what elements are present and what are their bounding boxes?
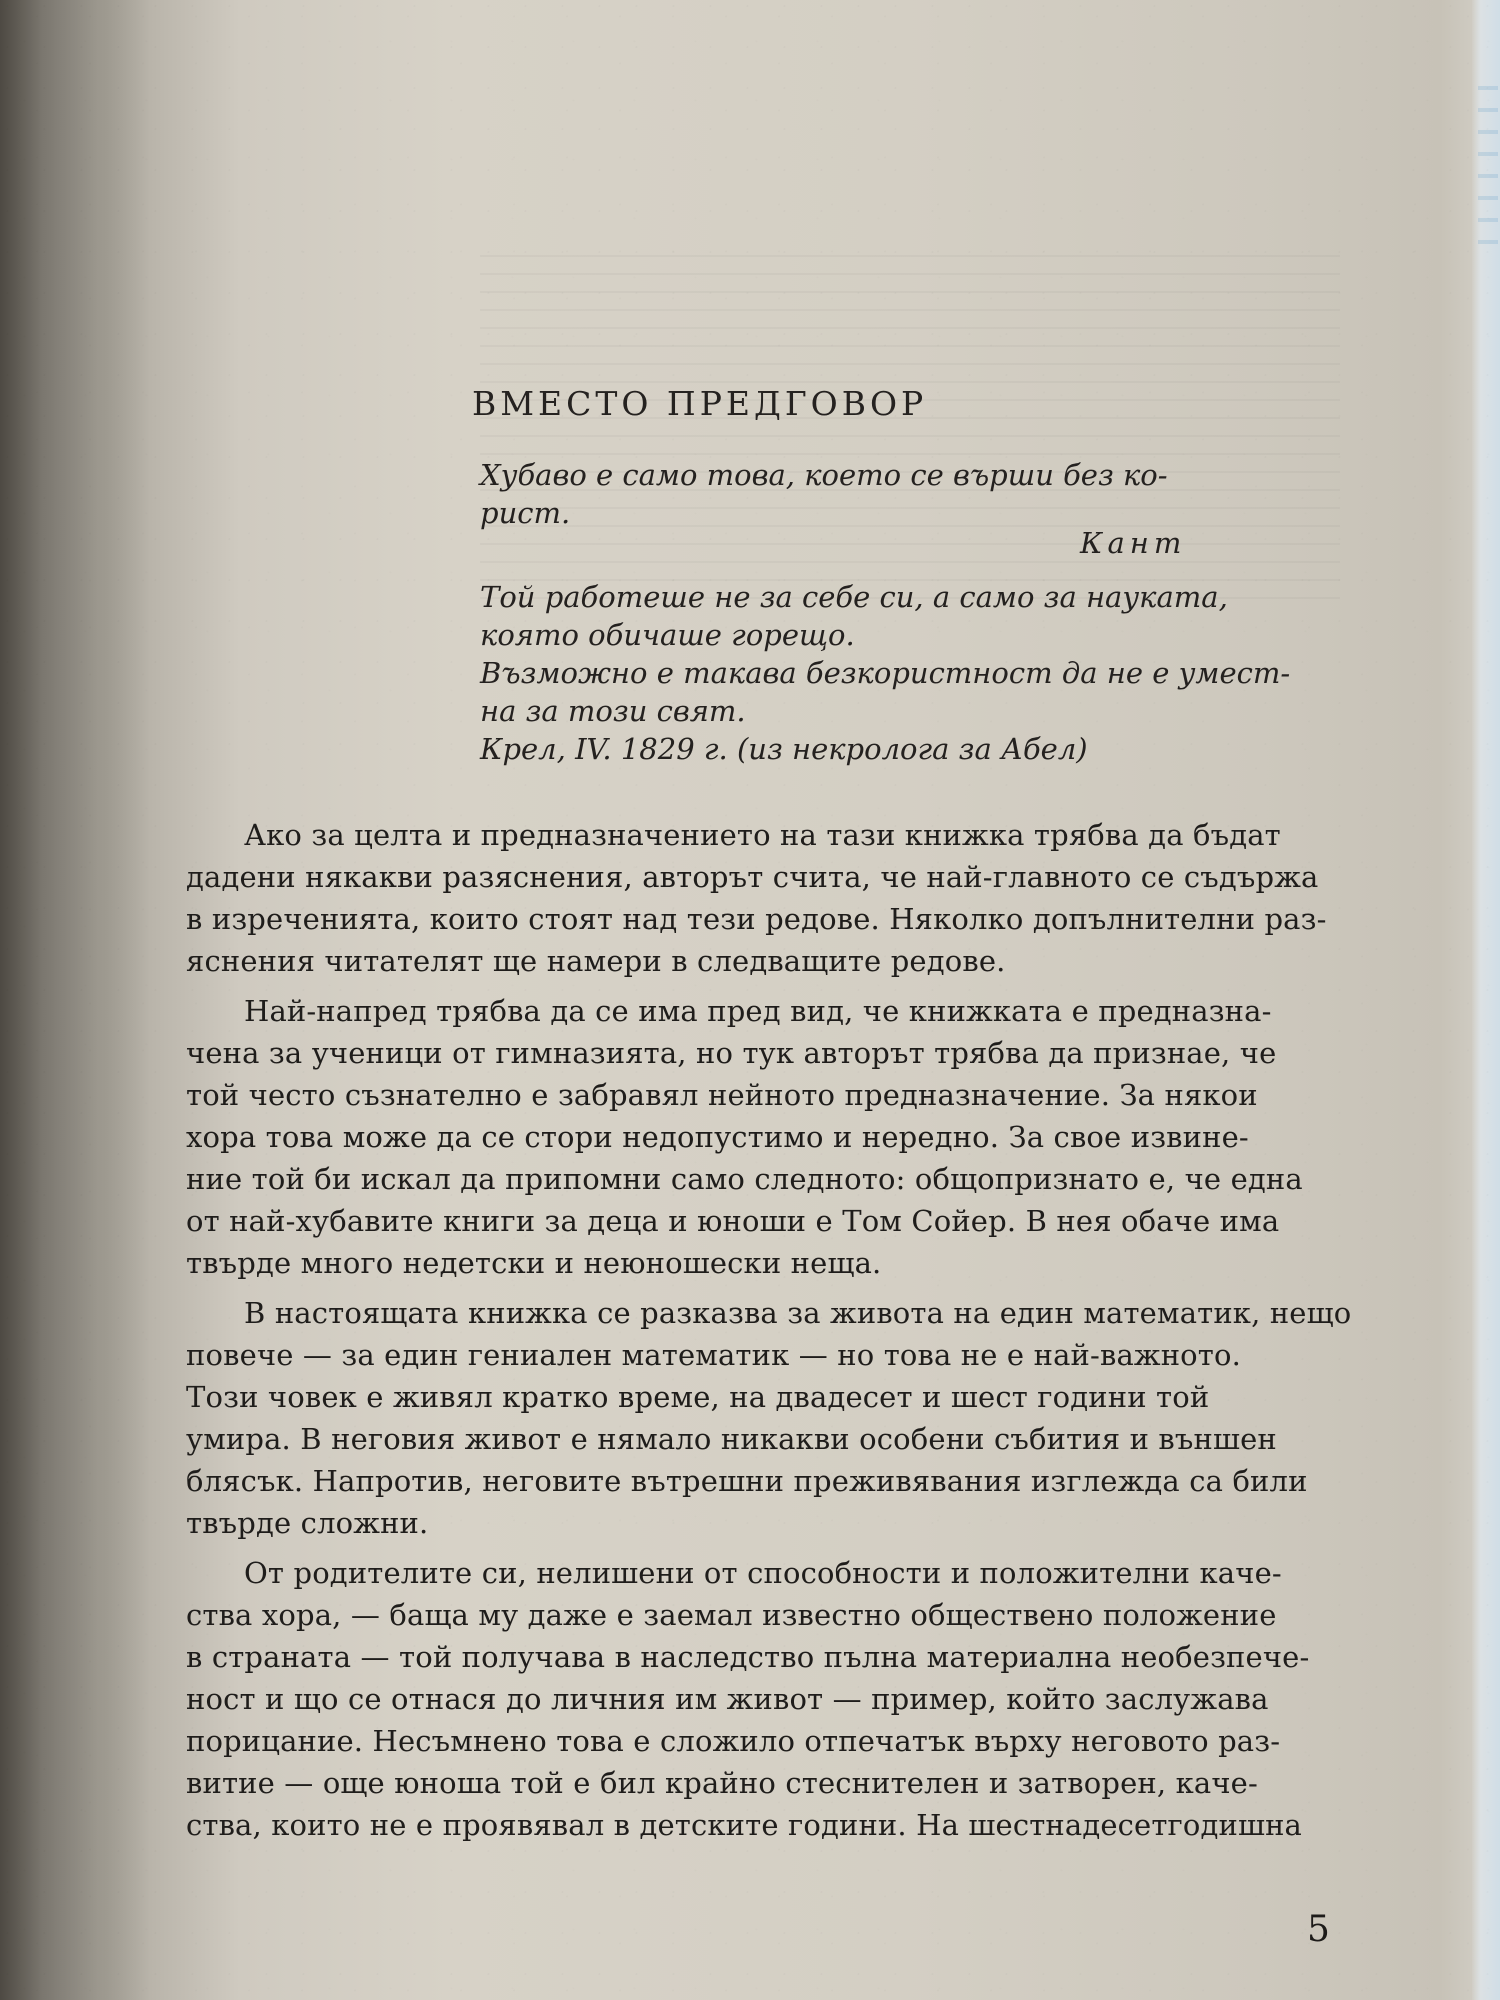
epigraph-abel [480, 578, 1340, 768]
paragraph-audience [186, 990, 1336, 1284]
paragraph-line: умира. В неговия живот е нямало никакви особени събития и външен [186, 1422, 1277, 1456]
paragraph-line: От родителите си, нелишени от способности и положителни каче- [244, 1556, 1282, 1590]
paragraph-line: чена за ученици от гимназията, но тук авторът трябва да признае, че [186, 1036, 1277, 1070]
paragraph-line: Този човек е живял кратко време, на двадесет и шест години той [186, 1380, 1210, 1414]
paragraph-line: ност и що се отнася до личния им живот — пример, който заслужава [186, 1682, 1269, 1716]
epigraph-kant-line: рист. [480, 496, 571, 530]
paragraph-line: ства, които не е проявявал в детските години. На шестнадесетгодишна [186, 1808, 1303, 1842]
paragraph-parents [186, 1552, 1336, 1846]
epigraph-kant [480, 456, 1340, 532]
page-title: ВМЕСТО ПРЕДГОВОР [472, 384, 928, 423]
paragraph-line: в страната — той получава в наследство пълна материална необезпече- [186, 1640, 1310, 1674]
paragraph-line: Най-напред трябва да се има пред вид, че книжката е предназна- [244, 994, 1272, 1028]
page-number: 5 [1307, 1909, 1330, 1950]
epigraph-kant-line: Хубаво е само това, което се върши без ко- [480, 458, 1168, 492]
paragraph-mathematician [186, 1292, 1352, 1544]
paragraph-line: блясък. Напротив, неговите вътрешни преживявания изглежда са били [186, 1464, 1308, 1498]
paragraph-line: повече — за един гениален математик — но това не е най-важното. [186, 1338, 1241, 1372]
paragraph-line: В настоящата книжка се разказва за живота на един математик, нещо [244, 1296, 1352, 1330]
epigraph-abel-line: Възможно е такава безкористност да не е умест- [480, 656, 1291, 690]
epigraph-abel-line: на за този свят. [480, 694, 746, 728]
epigraph-abel-line: Крел, IV. 1829 г. (из некролога за Абел) [480, 732, 1088, 766]
epigraph-abel-line: която обичаше горещо. [480, 618, 855, 652]
epigraph-author-kant: Кант [1080, 526, 1187, 560]
paragraph-line: ние той би искал да припомни само следното: общопризнато е, че една [186, 1162, 1303, 1196]
paragraph-line: Ако за целта и предназначението на тази книжка трябва да бъдат [244, 818, 1281, 852]
paragraph-line: в изреченията, които стоят над тези редове. Няколко допълнителни раз- [186, 902, 1327, 936]
paragraph-line: ства хора, — баща му даже е заемал известно обществено положение [186, 1598, 1277, 1632]
paragraph-line: яснения читателят ще намери в следващите редове. [186, 944, 1006, 978]
paragraph-line: дадени някакви разяснения, авторът счита, че най-главното се съдържа [186, 860, 1319, 894]
paragraph-line: той често съзнателно е забравял нейното предназначение. За някои [186, 1078, 1258, 1112]
paragraph-line: твърде много недетски и неюношески неща. [186, 1246, 882, 1280]
paragraph-line: порицание. Несъмнено това е сложило отпечатък върху неговото раз- [186, 1724, 1281, 1758]
paragraph-line: твърде сложни. [186, 1506, 429, 1540]
paragraph-line: от най-хубавите книги за деца и юноши е Том Сойер. В нея обаче има [186, 1204, 1280, 1238]
paragraph-line: витие — още юноша той е бил крайно стеснителен и затворен, каче- [186, 1766, 1258, 1800]
epigraph-abel-line: Той работеше не за себе си, а само за науката, [480, 580, 1228, 614]
paragraph-line: хора това може да се стори недопустимо и нередно. За свое извине- [186, 1120, 1249, 1154]
body-text [186, 814, 1352, 1846]
paragraph-purpose [186, 814, 1336, 982]
